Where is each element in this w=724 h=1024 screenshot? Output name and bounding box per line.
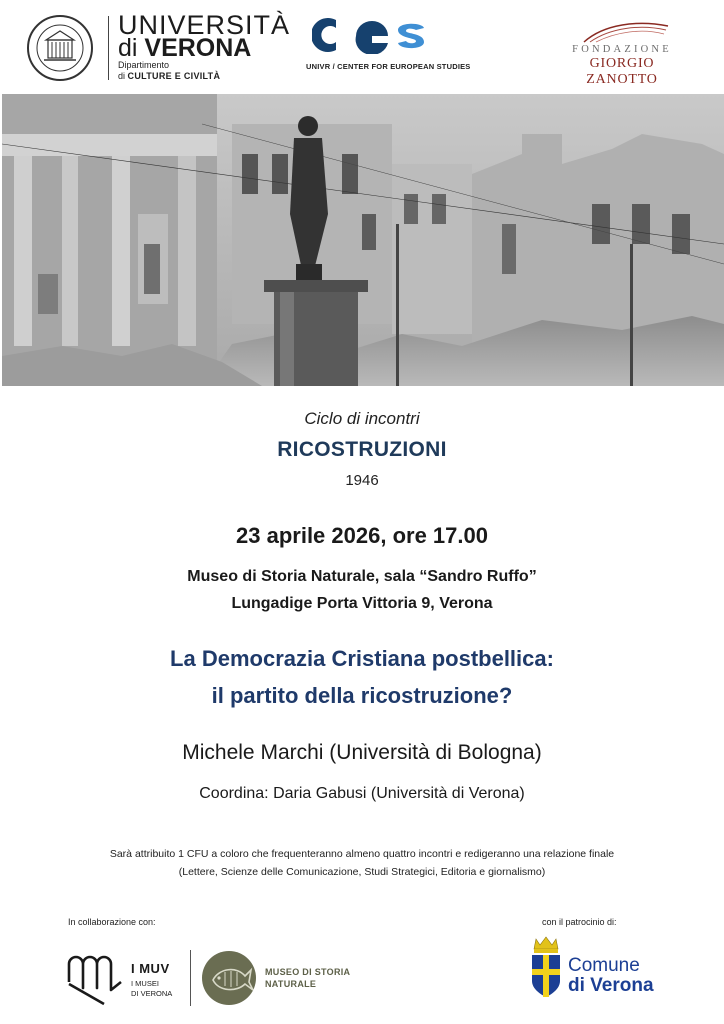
series-title: RICOSTRUZIONI — [277, 438, 447, 461]
muv-logo-icon — [66, 948, 124, 1006]
event-date-time: 23 aprile 2026, ore 17.00 — [236, 523, 488, 548]
fondazione-swoosh-icon — [580, 18, 670, 44]
muv-title: I MUV — [131, 961, 170, 976]
moderator: Coordina: Daria Gabusi (Università di Verona) — [199, 785, 525, 802]
patronage-label: con il patrocinio di: — [542, 917, 617, 927]
series-label: Ciclo di incontri — [304, 409, 420, 428]
year: 1946 — [345, 472, 379, 489]
ces-caption: UNIVR / CENTER FOR EUROPEAN STUDIES — [306, 62, 471, 71]
muv-sub-line2: DI VERONA — [131, 989, 173, 998]
comune-crest-icon — [530, 935, 562, 999]
msn-name-line2: NATURALE — [265, 979, 317, 989]
ces-logo-icon — [312, 16, 440, 54]
fish-fossil-icon — [201, 950, 257, 1006]
footer-divider — [190, 950, 191, 1006]
univr-dept-line2: di CULTURE E CIVILTÀ — [118, 71, 221, 81]
comune-name-line2: di Verona — [568, 975, 654, 996]
univr-name-line2: di VERONA — [118, 34, 252, 62]
venue-address: Lungadige Porta Vittoria 9, Verona — [231, 595, 493, 612]
fondazione-line1: FONDAZIONE — [572, 44, 672, 55]
univr-divider — [108, 16, 109, 80]
collaboration-label: In collaborazione con: — [68, 917, 156, 927]
univr-dept-line1: Dipartimento — [118, 60, 170, 70]
univr-name-line1: UNIVERSITÀ — [118, 10, 291, 40]
university-seal-icon — [26, 14, 94, 82]
cfu-note-line2: (Lettere, Scienze delle Comunicazione, Studi Strategici, Editoria e giornalismo) — [178, 866, 546, 878]
fondazione-line2: GIORGIO ZANOTTO — [586, 56, 658, 87]
msn-name-line1: MUSEO DI STORIA — [265, 967, 351, 977]
comune-name-line1: Comune — [568, 955, 640, 976]
talk-title-line1: La Democrazia Cristiana postbellica: — [170, 646, 554, 671]
cfu-note-line1: Sarà attribuito 1 CFU a coloro che frequenteranno almeno quattro incontri e redigeranno una relazione finale — [109, 848, 615, 860]
war-ruins-photo — [2, 94, 724, 386]
speaker: Michele Marchi (Università di Bologna) — [182, 741, 542, 764]
venue-name: Museo di Storia Naturale, sala “Sandro Ruffo” — [187, 568, 537, 585]
talk-title-line2: il partito della ricostruzione? — [211, 683, 513, 708]
muv-sub-line1: I MUSEI — [131, 979, 159, 988]
